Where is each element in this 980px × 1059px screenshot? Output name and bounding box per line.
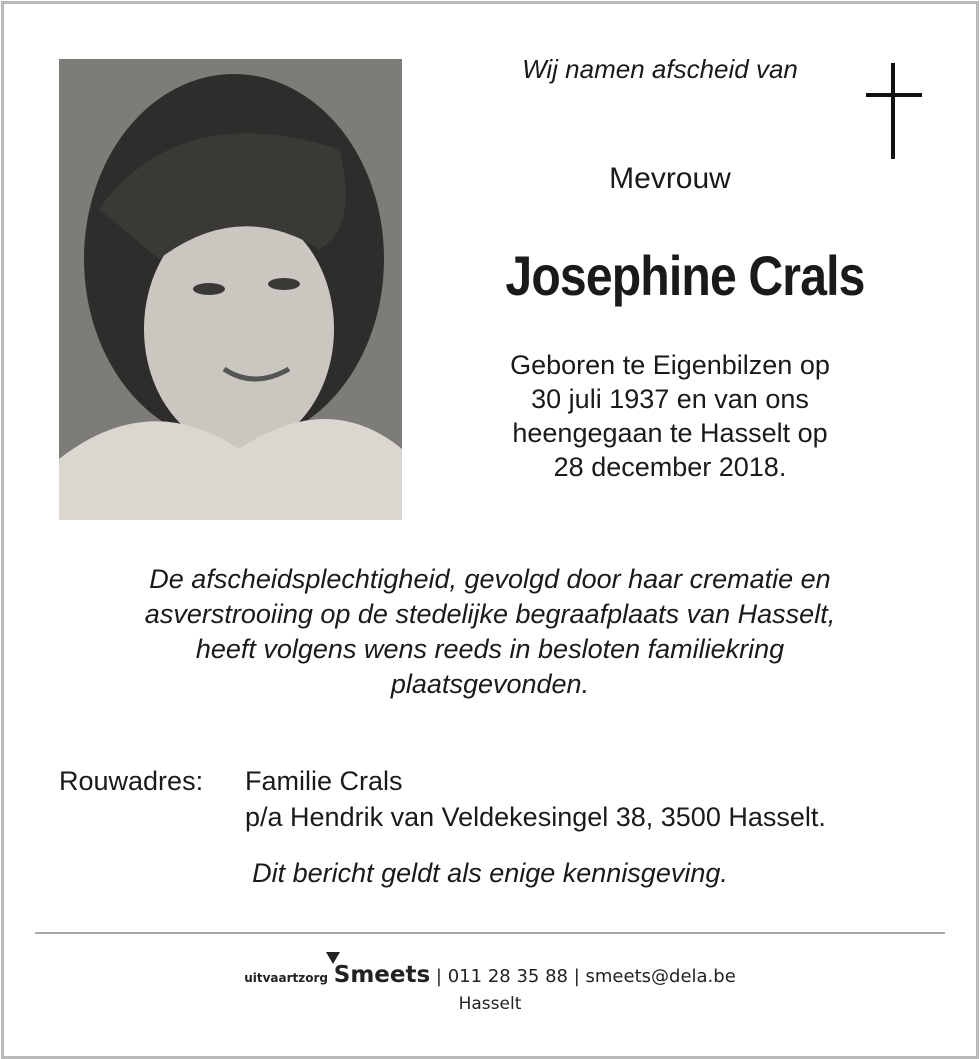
email-address: smeets@dela.be	[585, 966, 736, 987]
dates-line: heengegaan te Hasselt op	[512, 418, 828, 448]
mourning-address	[59, 763, 826, 835]
address-line-2: p/a Hendrik van Veldekesingel 38, 3500 Hasselt.	[245, 802, 826, 832]
phone-number: 011 28 35 88	[447, 966, 568, 987]
portrait-photo	[59, 59, 402, 520]
dates-line: 28 december 2018.	[553, 452, 787, 482]
ceremony-text	[40, 562, 940, 702]
triangle-icon	[326, 952, 340, 964]
notice-text: Dit bericht geldt als enige kennisgeving.	[252, 858, 728, 888]
ceremony-line: asverstrooiing op de stedelijke begraafplaats van Hasselt,	[144, 599, 836, 629]
divider	[35, 932, 945, 934]
brand-name	[334, 962, 430, 988]
dates-line: 30 juli 1937 en van ons	[531, 384, 809, 414]
address-label: Rouwadres:	[59, 766, 204, 796]
brand-name-text: Smeets	[333, 962, 431, 988]
honorific: Mevrouw	[609, 162, 731, 195]
address-line-1: Familie Crals	[245, 766, 403, 796]
brand-prefix: uitvaartzorg	[244, 971, 329, 985]
deceased-name: Josephine Crals	[505, 244, 865, 307]
birth-death-details	[460, 348, 880, 484]
separator: |	[435, 966, 442, 987]
ceremony-line: De afscheidsplechtigheid, gevolgd door haar crematie en	[149, 564, 831, 594]
dates-line: Geboren te Eigenbilzen op	[510, 350, 830, 380]
ceremony-line: plaatsgevonden.	[390, 669, 590, 699]
footer-city: Hasselt	[458, 994, 522, 1014]
ceremony-line: heeft volgens wens reeds in besloten familiekring	[195, 634, 785, 664]
cross-icon	[866, 63, 922, 159]
funeral-home-footer	[0, 962, 980, 1014]
intro-text: Wij namen afscheid van	[522, 54, 798, 84]
separator: |	[573, 966, 580, 987]
